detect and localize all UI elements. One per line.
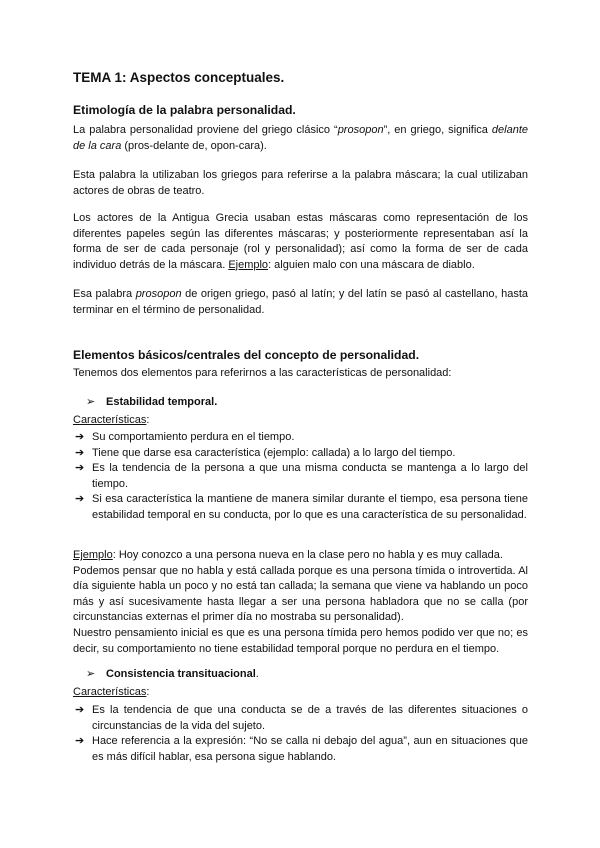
list-item-text: Si esa característica la mantiene de manera similar durante el tiempo, esa persona tiene estabilidad temporal en su conducta, por lo que es una característica de su personalidad. <box>92 493 528 521</box>
example-label: Ejemplo <box>73 549 113 561</box>
example-conclusion: Nuestro pensamiento inicial es que es una persona tímida pero hemos podido ver que no; es decir, su comportamiento no tiene estabilidad temporal porque no perdura en el tiempo. <box>73 626 528 655</box>
paragraph-actors <box>73 211 528 273</box>
characteristics-list-estabilidad <box>73 430 528 524</box>
text: : alguien malo con una máscara de diablo. <box>268 258 475 271</box>
italic-term: prosopon <box>135 288 182 300</box>
section-heading-etimologia: Etimología de la palabra personalidad. <box>73 103 296 117</box>
text: ”, en griego, significa <box>383 124 492 136</box>
paragraph-mask: Esta palabra la utilizaban los griegos para referirse a la palabra máscara; la cual utilizaban actores de obras de teatro. <box>73 169 528 197</box>
subheading-consistencia <box>86 667 541 683</box>
list-item-text: Tiene que darse esa característica (ejemplo: callada) a lo largo del tiempo. <box>92 446 456 459</box>
characteristics-list-consistencia <box>73 703 528 765</box>
list-item-text: Su comportamiento perdura en el tiempo. <box>92 431 295 443</box>
subheading-text: Estabilidad temporal. <box>106 396 218 408</box>
text: Esa palabra <box>73 288 136 300</box>
list-item <box>73 446 528 462</box>
example-first-line <box>73 548 528 564</box>
arrow-icon: ➔ <box>75 493 85 506</box>
arrow-bullet-icon: ➢ <box>86 396 96 408</box>
list-item <box>73 430 528 446</box>
list-item <box>73 492 528 523</box>
period: . <box>255 668 259 680</box>
paragraph-origin <box>73 123 528 154</box>
list-item <box>73 703 528 734</box>
characteristics-label: Características: <box>73 414 150 426</box>
arrow-icon: ➔ <box>75 446 85 459</box>
section-heading-elementos: Elementos básicos/centrales del concepto de personalidad. <box>73 348 420 362</box>
characteristics-label: Características: <box>73 686 150 698</box>
list-item <box>73 734 528 765</box>
paragraph-intro: Tenemos dos elementos para referirnos a las características de personalidad: <box>73 367 452 379</box>
text: Los actores de la Antigua Grecia usaban estas máscaras como representación de los diferentes papeles según las diferentes máscaras; y posteriormente representaban así la forma de ser de cada personaje (rol y personalidad); así como la forma de ser de cada individuo detrás de la máscara. <box>73 212 528 271</box>
list-item-text: Es la tendencia de la persona a que una misma conducta se mantenga a lo largo del tiempo. <box>92 462 528 490</box>
italic-term: delante de la cara <box>73 124 528 152</box>
arrow-icon: ➔ <box>75 462 85 475</box>
example-label: Ejemplo <box>228 258 269 271</box>
example-paragraph <box>73 548 528 657</box>
text: La palabra personalidad proviene del griego clásico “ <box>73 124 338 136</box>
label-text: Características <box>73 686 147 698</box>
label-text: Características <box>73 414 147 426</box>
list-item-text: Hace referencia a la expresión: “No se calla ni debajo del agua”, aun en situaciones que es más difícil hablar, esa persona sigue hablando. <box>92 735 528 763</box>
subheading-text: Consistencia transituacional <box>106 668 256 680</box>
text: (pros-delante de, opon-cara). <box>121 139 267 152</box>
example-text: Podemos pensar que no habla y está callada porque es una persona tímida o introvertida. Al día siguiente habla un poco y no está tan callada; la semana que viene va hablando un poco más y así sucesivamente hasta llegar a ser una persona habladora que no se calla (por circunstancias externas el primer día no mostraba su personalidad). <box>73 564 528 624</box>
italic-term: prosopon <box>337 124 384 136</box>
page-title: TEMA 1: Aspectos conceptuales. <box>73 70 285 85</box>
arrow-icon: ➔ <box>75 704 85 716</box>
list-item-text: Es la tendencia de que una conducta se de a través de las diferentes situaciones o circunstancias de la vida del sujeto. <box>92 704 528 732</box>
text: de origen griego, pasó al latín; y del latín se pasó al castellano, hasta terminar en el término de personalidad. <box>73 288 528 316</box>
paragraph-latin <box>73 287 528 318</box>
subheading-estabilidad <box>86 395 541 411</box>
arrow-icon: ➔ <box>75 735 85 748</box>
arrow-bullet-icon: ➢ <box>86 668 96 680</box>
arrow-icon: ➔ <box>75 431 85 443</box>
text: : Hoy conozco a una persona nueva en la clase pero no habla y es muy callada. <box>112 549 503 561</box>
list-item <box>73 461 528 492</box>
